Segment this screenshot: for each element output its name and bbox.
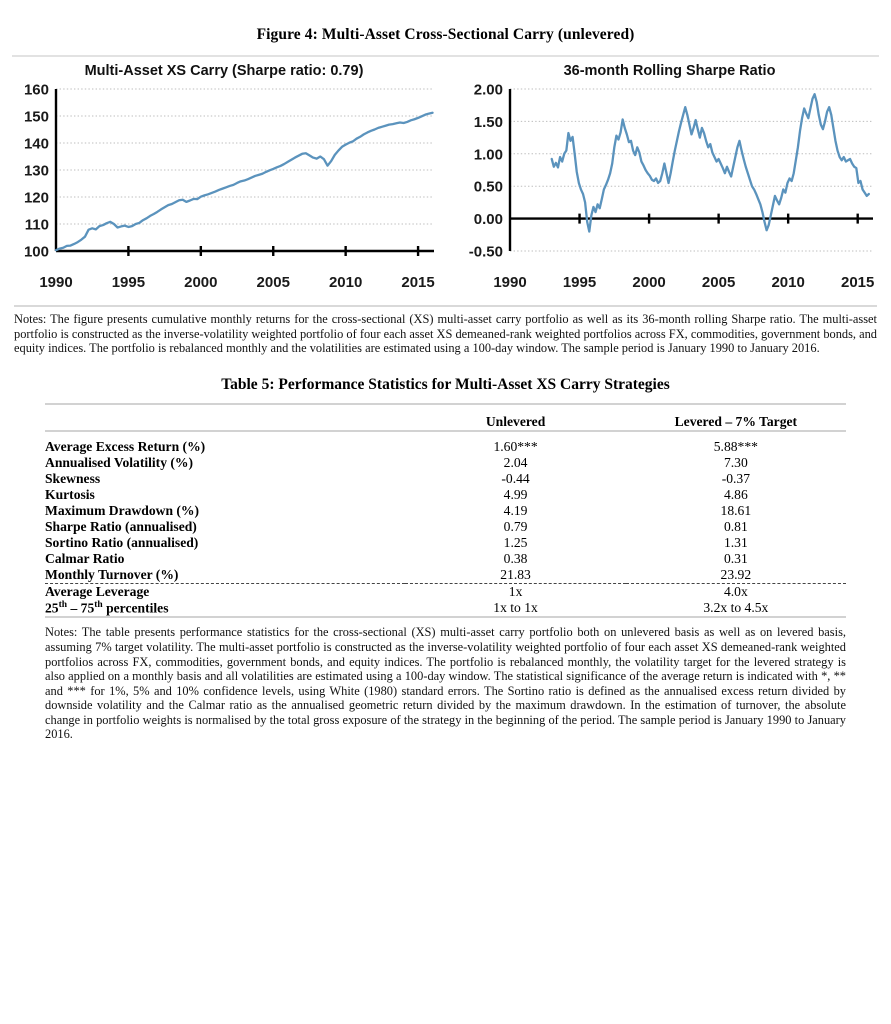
cell-levered: 4.86 <box>723 486 748 502</box>
table-row <box>45 439 846 455</box>
cell-unlevered: 1x <box>508 583 523 599</box>
y-axis-tick-label: 2.00 <box>473 81 503 99</box>
x-axis-tick-label: 2005 <box>256 274 290 291</box>
table-header-row <box>45 414 846 431</box>
row-label: Kurtosis <box>45 486 95 502</box>
y-axis-tick-label: 130 <box>23 162 49 180</box>
x-axis-tick-label: 1995 <box>562 274 597 291</box>
x-axis-tick-label: 2000 <box>184 274 218 291</box>
table-row <box>45 551 846 567</box>
table-title: Table 5: Performance Statistics for Multi-Asset XS Carry Strategies <box>221 375 670 393</box>
y-axis-tick-label: -0.50 <box>468 243 503 261</box>
row-label: 25th – 75th percentiles <box>45 599 169 616</box>
table-row <box>45 503 846 519</box>
cell-levered: 7.30 <box>723 454 748 470</box>
cell-unlevered: 4.99 <box>503 486 528 502</box>
table-row <box>45 567 846 583</box>
y-axis-tick-label: 140 <box>23 135 49 153</box>
x-axis-tick-label: 2010 <box>328 274 363 291</box>
cell-levered: 4.0x <box>723 583 748 599</box>
figure-notes-divider <box>14 305 877 307</box>
y-axis-tick-label: 150 <box>23 108 49 126</box>
table-row <box>45 455 846 471</box>
x-axis-tick-label: 2015 <box>841 274 875 291</box>
y-axis-tick-label: 1.50 <box>473 113 503 131</box>
cell-levered: 3.2x to 4.5x <box>703 600 769 616</box>
cell-levered: 23.92 <box>720 566 752 582</box>
cell-levered: 1.31 <box>723 534 748 550</box>
cell-unlevered: 0.79 <box>503 518 528 534</box>
table-row <box>45 535 846 551</box>
x-axis-tick-label: 2000 <box>632 274 666 291</box>
table-top-rule <box>45 404 846 414</box>
row-label: Annualised Volatility (%) <box>45 454 194 470</box>
y-axis-tick-label: 0.00 <box>473 211 503 229</box>
figure-charts <box>0 59 891 297</box>
column-header-unlevered: Unlevered <box>405 414 625 431</box>
chart-left-plot <box>0 79 448 291</box>
row-label: Calmar Ratio <box>45 550 125 566</box>
cell-unlevered: -0.44 <box>501 470 530 486</box>
figure-top-divider <box>12 55 879 57</box>
cell-unlevered: 0.38 <box>503 550 528 566</box>
cell-levered: 18.61 <box>720 502 752 518</box>
y-axis-tick-label: 1.00 <box>473 146 503 164</box>
cell-unlevered: 21.83 <box>500 566 531 582</box>
cell-unlevered: 1x to 1x <box>493 600 538 616</box>
y-axis-tick-label: 110 <box>24 216 49 234</box>
cell-unlevered: 1.25 <box>503 534 528 550</box>
cell-levered: -0.37 <box>721 470 751 486</box>
table-notes-block <box>45 625 846 742</box>
x-axis-tick-label: 1990 <box>493 274 527 291</box>
row-label: Sortino Ratio (annualised) <box>45 534 199 550</box>
cell-levered: 0.81 <box>723 518 748 534</box>
chart-rolling-sharpe <box>448 59 891 297</box>
column-header-blank <box>45 414 405 431</box>
y-axis-tick-label: 160 <box>23 81 49 99</box>
cell-unlevered: 1.60*** <box>493 438 538 454</box>
row-label: Monthly Turnover (%) <box>45 566 179 582</box>
chart-left-title: Multi-Asset XS Carry (Sharpe ratio: 0.79) <box>84 63 364 79</box>
cell-levered: 5.88*** <box>713 438 758 454</box>
table-row <box>45 471 846 487</box>
chart-right-title: 36-month Rolling Sharpe Ratio <box>563 63 776 79</box>
row-label: Maximum Drawdown (%) <box>45 502 200 518</box>
performance-statistics-table <box>45 403 846 619</box>
table-row <box>45 487 846 503</box>
row-label: Average Excess Return (%) <box>45 438 206 454</box>
x-axis-tick-label: 1995 <box>111 274 146 291</box>
row-label: Average Leverage <box>45 583 150 599</box>
chart-cumulative-return <box>0 59 448 297</box>
table-bottom-rule <box>45 616 846 617</box>
table-row <box>45 583 846 600</box>
x-axis-tick-label: 2005 <box>701 274 736 291</box>
x-axis-tick-label: 2015 <box>401 274 435 291</box>
figure-title: Figure 4: Multi-Asset Cross-Sectional Carry (unlevered) <box>256 26 635 43</box>
column-header-levered: Levered – 7% Target <box>626 414 846 431</box>
cell-unlevered: 4.19 <box>503 502 528 518</box>
row-label: Skewness <box>45 470 101 486</box>
figure-notes-block <box>14 305 877 356</box>
chart-right-plot <box>448 79 891 291</box>
y-axis-tick-label: 120 <box>23 189 49 207</box>
cell-levered: 0.31 <box>723 550 748 566</box>
table-header-spacer <box>45 431 846 439</box>
y-axis-tick-label: 100 <box>23 243 49 261</box>
y-axis-tick-label: 0.50 <box>473 178 503 196</box>
figure-notes-text: Notes: The figure presents cumulative monthly returns for the cross-sectional (XS) multi-asset carry portfolio as well as its 36-month rolling Sharpe ratio. The multi-asset portfolio is constructed as the inverse-volatility weighted portfolio of four each asset XS demeaned-rank weighted portfolios across FX, commodities, government bonds, and equity indices. The portfolio is rebalanced monthly and the volatilities are estimated using a 100-day window. The sample period is January 1990 to January 2016. <box>14 312 878 356</box>
cell-unlevered: 2.04 <box>503 454 528 470</box>
x-axis-tick-label: 2010 <box>771 274 805 291</box>
x-axis-tick-label: 1990 <box>39 274 73 291</box>
table-notes-text: Notes: The table presents performance statistics for the cross-sectional (XS) multi-asset carry portfolio both on unlevered basis as well as on levered basis, assuming 7% target volatility. The multi-asset portfolio is constructed as the inverse-volatility weighted portfolio of four each asset XS demeaned-rank weighted portfolios across FX, commodities, government bonds, and equity indices. The portfolio is rebalanced monthly, the volatility target for the levered strategy is also applied on a monthly basis and all volatilities are estimated using a 100-day window. The statistical significance of the average return is indicated with *, ** and *** for 1%, 5% and 10% confidence levels, using White (1980) standard errors. The Sortino ratio is defined as the annualised excess return divided by downside volatility and the Calmar ratio as the annualised geometric return divided by the maximum drawdown. In the estimation of turnover, the absolute change in portfolio weights is normalised by the total gross exposure of the strategy in the beginning of the period. The sample period is January 1990 to January 2016. <box>45 625 846 742</box>
table-row <box>45 600 846 617</box>
row-label: Sharpe Ratio (annualised) <box>45 518 197 534</box>
table-row <box>45 519 846 535</box>
